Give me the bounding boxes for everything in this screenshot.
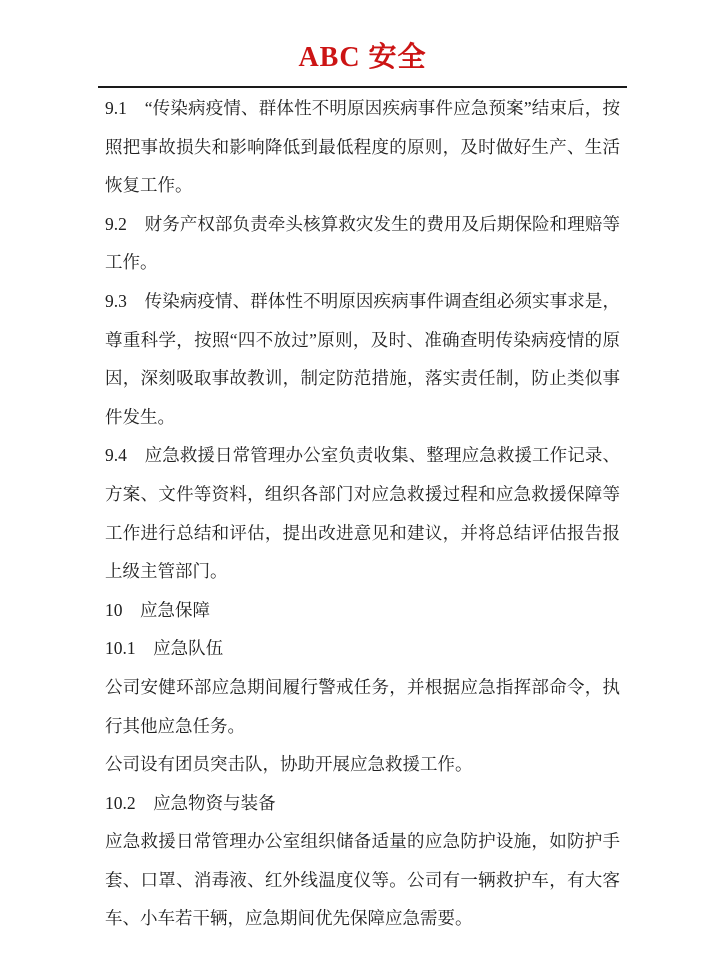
document-body — [105, 88, 620, 938]
section-heading-10-1: 10.1 应急队伍 — [105, 638, 224, 659]
paragraph-10-2-a: 应急救援日常管理办公室组织储备适量的应急防护设施，如防护手套、口罩、消毒液、红外线温度仪等。公司有一辆救护车，有大客车、小车若干辆，应急期间优先保障应急需要。 — [105, 831, 620, 929]
section-heading-10-2: 10.2 应急物资与装备 — [105, 792, 276, 813]
paragraph-9-4: 9.4 应急救援日常管理办公室负责收集、整理应急救援工作记录、方案、文件等资料，组织各部门对应急救援过程和应急救援保障等工作进行总结和评估，提出改进意见和建议，并将总结评估报告报上级主管部门。 — [105, 445, 620, 582]
paragraph-9-2: 9.2 财务产权部负责牵头核算救灾发生的费用及后期保险和理赔等工作。 — [105, 213, 620, 273]
paragraph-10-1-a: 公司安健环部应急期间履行警戒任务，并根据应急指挥部命令，执行其他应急任务。 — [105, 676, 620, 736]
section-heading-10: 10 应急保障 — [105, 599, 210, 620]
document-header — [98, 0, 627, 74]
paragraph-9-1: 9.1 “传染病疫情、群体性不明原因疾病事件应急预案”结束后，按照把事故损失和影响降低到最低程度的原则，及时做好生产、生活恢复工作。 — [105, 98, 620, 196]
paragraph-10-1-b: 公司设有团员突击队，协助开展应急救援工作。 — [105, 754, 473, 775]
paragraph-9-3: 9.3 传染病疫情、群体性不明原因疾病事件调查组必须实事求是，尊重科学，按照“四不放过”原则，及时、准确查明传染病疫情的原因，深刻吸取事故教训，制定防范措施，落实责任制，防止类似事件发生。 — [105, 290, 620, 427]
document-title: ABC 安全 — [298, 42, 427, 73]
